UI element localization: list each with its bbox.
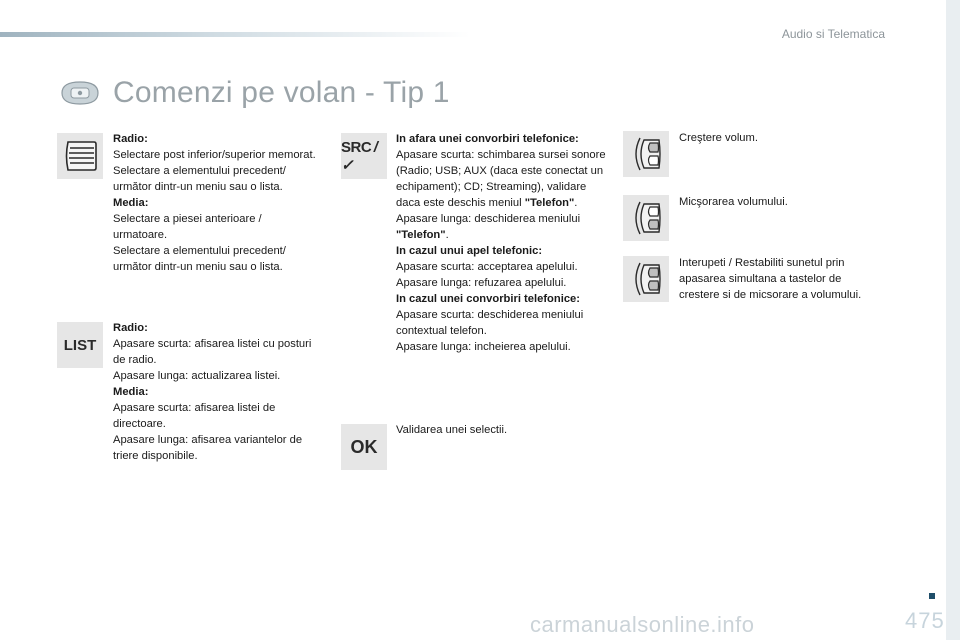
description-line: Interupeti / Restabiliti sunetul prin apasarea simultana a tastelor de crestere si de micsorare a volumului. xyxy=(679,257,862,301)
description-line: Selectare a elementului precedent/ următor dintr-un meniu sau o lista. xyxy=(113,245,286,273)
radio-scroll-description xyxy=(113,131,318,275)
volume-up-paddle-icon xyxy=(626,134,666,174)
phone-slash-icon: /✓ xyxy=(341,138,378,174)
media-heading: Media: xyxy=(113,197,149,209)
description-line: Apasare scurta: deschiderea meniului contextual telefon. xyxy=(396,309,584,337)
description-line: Apasare lunga: incheierea apelului. xyxy=(396,341,571,353)
incoming-call-heading: In cazul unui apel telefonic: xyxy=(396,245,543,257)
media-heading: Media: xyxy=(113,386,149,398)
mute-control xyxy=(623,256,669,302)
description-line: Apasare lunga: actualizarea listei. xyxy=(113,370,281,382)
list-icon: LIST xyxy=(63,336,97,354)
description-line: Apasare scurta: afisarea listei cu posturi de radio. xyxy=(113,338,312,366)
description-line: Creştere volum. xyxy=(679,132,758,144)
src-icon xyxy=(341,139,387,174)
page-edge-bar xyxy=(946,0,960,640)
section-title: Audio si Telematica xyxy=(781,27,885,41)
header-bar xyxy=(0,32,470,37)
volume-up-description xyxy=(679,130,879,146)
ok-icon: OK xyxy=(350,436,378,457)
src-button xyxy=(341,133,387,179)
steering-control-icon xyxy=(56,78,104,108)
radio-heading: Radio: xyxy=(113,133,148,145)
description-line: Apasare scurta: acceptarea apelului. xyxy=(396,261,578,273)
description-line: Apasare scurta: afisarea listei de directoare. xyxy=(113,402,276,430)
page-marker xyxy=(929,593,935,599)
volume-down-control xyxy=(623,195,669,241)
list-button xyxy=(57,322,103,368)
src-label: SRC xyxy=(341,138,372,156)
volume-up-control xyxy=(623,131,669,177)
during-call-heading: In cazul unei convorbiri telefonice: xyxy=(396,293,581,305)
page-title: Comenzi pe volan - Tip 1 xyxy=(113,76,450,109)
outside-call-heading: In afara unei convorbiri telefonice: xyxy=(396,133,579,145)
watermark: carmanualsonline.info xyxy=(530,612,755,637)
description-line: Validarea unei selectii. xyxy=(396,424,508,436)
description-line: Apasare lunga: deschiderea meniului "Telefon". xyxy=(396,213,581,241)
thumbwheel-control xyxy=(57,133,103,179)
volume-down-description xyxy=(679,194,879,210)
mute-description xyxy=(679,255,879,303)
ok-button xyxy=(341,424,387,470)
description-line: Selectare a piesei anterioare / urmatoare. xyxy=(113,213,262,241)
description-line: Selectare a elementului precedent/ următor dintr-un meniu sau o lista. xyxy=(113,165,286,193)
radio-heading: Radio: xyxy=(113,322,148,334)
mute-paddles-icon xyxy=(626,259,666,299)
description-line: Apasare lunga: afisarea variantelor de triere disponibile. xyxy=(113,434,303,462)
description-line: Selectare post inferior/superior memorat. xyxy=(113,149,316,161)
description-line: Apasare scurta: schimbarea sursei sonore (Radio; USB; AUX (daca este conectat un echipament); CD; Streaming), validare daca este deschis meniul "Telefon". xyxy=(396,149,606,209)
list-description xyxy=(113,320,318,464)
ok-description xyxy=(396,422,606,438)
page-number: 475 xyxy=(905,608,945,633)
description-line: Apasare lunga: refuzarea apelului. xyxy=(396,277,567,289)
volume-down-paddle-icon xyxy=(626,198,666,238)
src-description xyxy=(396,131,606,355)
thumbwheel-icon xyxy=(62,140,98,172)
description-line: Micşorarea volumului. xyxy=(679,196,788,208)
